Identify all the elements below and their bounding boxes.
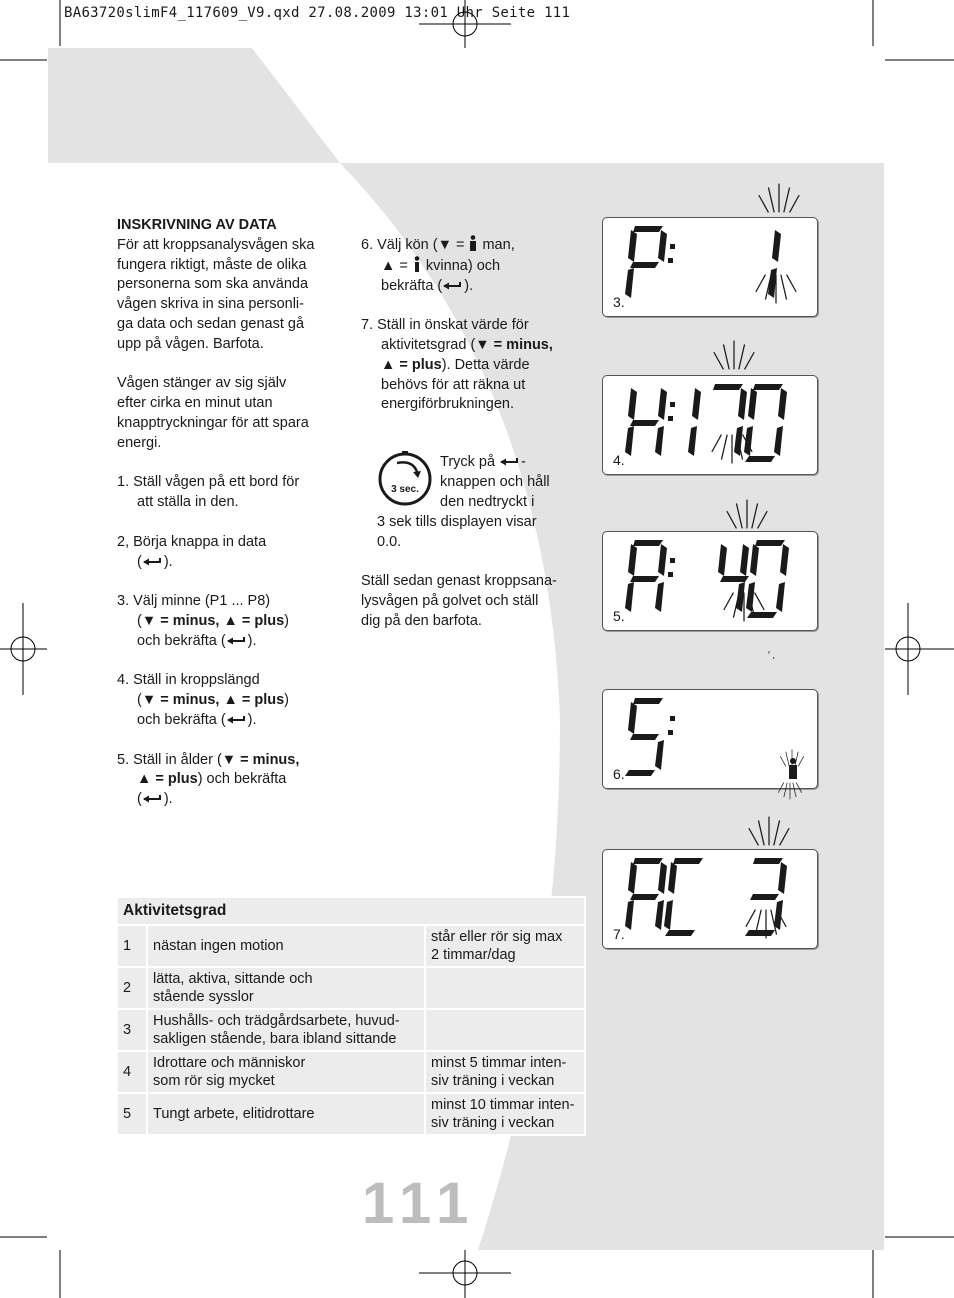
enter-key-icon	[142, 794, 164, 804]
table-row: 4 Idrottare och människor som rör sig mycket minst 5 timmar inten- siv träning i veckan	[117, 1051, 585, 1093]
intro-line: fungera riktigt, måste de olika	[117, 256, 307, 273]
enter-key-icon	[142, 557, 164, 567]
table-row: 2 lätta, aktiva, sittande och stående sysslor	[117, 967, 585, 1009]
auto-off-line: Vågen stänger av sig själv	[117, 375, 287, 392]
enter-key-icon	[226, 715, 248, 725]
enter-key-icon	[499, 457, 521, 467]
flash-rays-icon	[745, 814, 793, 848]
flash-rays-icon	[755, 181, 803, 215]
flash-rays-icon	[752, 272, 800, 306]
intro-line: personerna som ska använda	[117, 276, 309, 293]
final-instructions: Ställ sedan genast kroppsana- lysvågen på golvet och ställ dig på den barfota.	[361, 573, 557, 629]
flash-rays-icon	[710, 338, 758, 372]
step-4: 4. Ställ in kroppslängd	[117, 672, 260, 689]
table-header-row	[117, 897, 585, 925]
auto-off-line: knapptryckningar för att spara	[117, 414, 309, 431]
intro-line: För att kroppsanalysvågen ska	[117, 236, 315, 253]
woman-icon	[412, 256, 422, 272]
display-label: 6.	[613, 766, 625, 782]
lcd-digits-a40	[603, 532, 817, 630]
middle-column: 6. Välj kön (▼ = man, ▲ = kvinna) och bekräfta ( ). 7. Ställ in önskat värde för aktivitetsgrad (▼ = minus, ▲ = plus). Detta värde behövs för att räkna ut energiförbrukningen.	[361, 235, 581, 415]
intro-line: vågen skriva in sina personli-	[117, 296, 304, 313]
activity-table	[116, 896, 586, 1136]
step-6: 6. Välj kön (▼ = man,	[361, 237, 515, 253]
display-label: 3.	[613, 294, 625, 310]
enter-key-icon	[442, 281, 464, 291]
timer-text: Tryck på - knappen och håll den nedtryckt i	[440, 454, 550, 510]
timer-text-cont: 3 sek tills displayen visar 0.0.	[377, 514, 537, 550]
flash-rays-icon	[708, 432, 756, 466]
step-5: 5. Ställ in ålder (▼ = minus,	[117, 751, 300, 768]
table-row: 3 Hushålls- och trädgårdsarbete, huvud- sakligen stående, bara ibland sittande	[117, 1009, 585, 1051]
intro-line: upp på vågen. Barfota.	[117, 335, 264, 352]
man-icon	[468, 235, 478, 251]
step-2: 2, Börja knappa in data	[117, 533, 267, 550]
table-header: Aktivitetsgrad	[117, 897, 585, 925]
table-row: 5 Tungt arbete, elitidrottare minst 10 timmar inten- siv träning i veckan	[117, 1093, 585, 1135]
enter-key-icon	[226, 636, 248, 646]
step-1: 1. Ställ vågen på ett bord för	[117, 474, 300, 491]
stray-mark: ′ ‚	[768, 650, 775, 661]
left-column: INSKRIVNING AV DATA För att kroppsanalysvågen ska fungera riktigt, måste de olika personerna som ska använda vågen skriva in sina personli- ga data och sedan genast gå upp på vågen. Barfota. Vågen stänger av sig själv efter cirka en minut utan knapptryckningar för att spara energi. 1. Ställ vågen på ett bord för att ställa in den. 2, Börja knappa in data ( ). 3. Välj minne (P1 ... P8) (▼ = minus, ▲ = plus) och bekräfta ( ). 4. Ställ in kroppslängd (▼ = minus, ▲ = plus) och bekräfta ( ). 5. Ställ in ålder (▼ = minus, ▲ = plus) och bekräfta ( ).	[117, 216, 337, 810]
page-number: 111	[362, 1171, 477, 1236]
lcd-digits-s	[603, 690, 817, 788]
timer-label: 3 sec.	[391, 484, 419, 495]
lcd-display-gender	[602, 689, 818, 789]
display-label: 4.	[613, 452, 625, 468]
flash-rays-icon	[720, 590, 768, 624]
timer-icon	[377, 450, 433, 506]
flash-rays-icon	[776, 781, 804, 801]
display-label: 7.	[613, 926, 625, 942]
flash-rays-icon	[742, 907, 790, 941]
display-label: 5.	[613, 608, 625, 624]
auto-off-line: efter cirka en minut utan	[117, 395, 273, 412]
step-7: 7. Ställ in önskat värde för	[361, 317, 529, 334]
table-row: 1 nästan ingen motion står eller rör sig max 2 timmar/dag	[117, 925, 585, 967]
auto-off-line: energi.	[117, 434, 162, 451]
lcd-display-age	[602, 531, 818, 631]
step-3: 3. Välj minne (P1 ... P8)	[117, 593, 271, 610]
header-line: BA63720slimF4_117609_V9.qxd 27.08.2009 13:01 Uhr Seite 111	[64, 5, 571, 21]
flash-rays-icon	[778, 748, 806, 768]
flash-rays-icon	[723, 497, 771, 531]
section-heading: INSKRIVNING AV DATA	[117, 217, 277, 233]
intro-line: ga data och sedan genast gå	[117, 315, 305, 332]
